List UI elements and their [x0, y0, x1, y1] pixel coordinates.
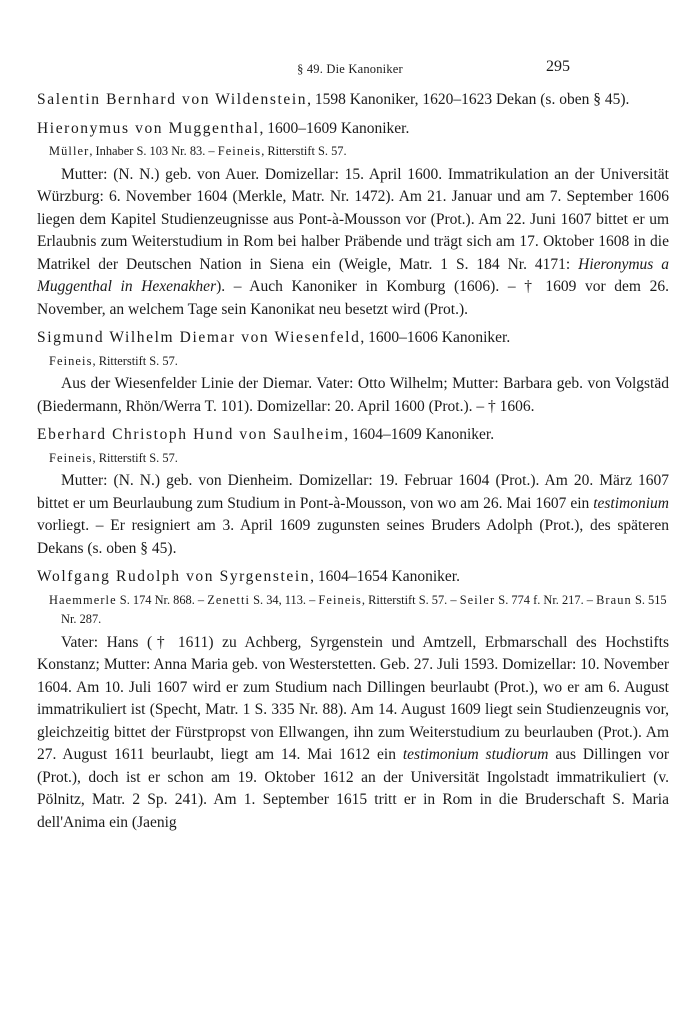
- reference-author: Feineis: [318, 592, 362, 607]
- paragraph-text: Vater: Hans († 1611) zu Achberg, Syrgenstein und Amtzell, Erbmarschall des Hochstifts Konstanz; Mutter: Anna Maria geb. von Westerstetten. Geb. 27. Juli 1593. Domizellar: 10. November 1604. Am 10. Juli 1607 wird er zum Studium nach Dillingen beurlaubt (Prot.), wo er am 6. August immatrikuliert ist (Specht, Matr. 1 S. 335 Nr. 88). Am 14. August 1609 liegt sein Studienzeugnis vor, gleichzeitig bittet der Fürstpropst von Ellwangen, ihn zum Weiterstudium zu beurlauben (Prot.). Am 27. August 1611 beurlaubt, liegt am 14. Mai 1612 ein: [37, 633, 669, 763]
- reference-detail: S. 34, 113. –: [250, 592, 319, 607]
- entry-paragraph: [37, 373, 669, 418]
- reference-author: Feineis: [49, 353, 93, 368]
- entry-name: Wolfgang Rudolph von Syrgenstein: [37, 568, 311, 585]
- entry-heading: [37, 118, 669, 141]
- document-body: [37, 89, 669, 840]
- reference-detail: , Ritterstift S. 57.: [92, 353, 178, 368]
- reference-author: Müller: [49, 144, 90, 158]
- entry-heading: [37, 566, 669, 589]
- entry-paragraph: [37, 164, 669, 322]
- entry: [37, 89, 669, 112]
- running-head-title: § 49. Die Kanoniker: [297, 62, 403, 76]
- reference-detail: S. 774 f. Nr. 217. –: [495, 592, 597, 607]
- reference-author: Feineis: [217, 144, 262, 158]
- entry: [37, 327, 669, 418]
- literature-references: [37, 142, 669, 162]
- entry: [37, 424, 669, 560]
- paragraph-text: Mutter: (N. N.) geb. von Dienheim. Domizellar: 19. Februar 1604 (Prot.). Am 20. März 1607 bittet er um Beurlaubung zum Studium in Pont-à-Mousson, von wo am 26. Mai 1607 ein: [37, 472, 669, 512]
- entry-dates: , 1600–1606 Kanoniker.: [360, 329, 511, 346]
- entry-heading: [37, 89, 669, 112]
- reference-author: Braun: [596, 592, 632, 607]
- entry-dates: , 1598 Kanoniker, 1620–1623 Dekan (s. oben § 45).: [307, 91, 630, 108]
- paragraph-text: ). – Auch Kanoniker in Komburg (1606). – † 1609 vor dem 26. November, an welchem Tage sein Kanonikat neu besetzt wird (Prot.).: [37, 278, 669, 318]
- entry-dates: , 1600–1609 Kanoniker.: [259, 119, 410, 137]
- entry-dates: , 1604–1654 Kanoniker.: [310, 568, 460, 585]
- entry-name: Eberhard Christoph Hund von Saulheim: [37, 426, 345, 443]
- literature-references: [37, 352, 669, 372]
- running-head: [0, 58, 700, 80]
- reference-author: Haemmerle: [49, 592, 117, 607]
- entry-heading: [37, 424, 669, 447]
- reference-author: Zenetti: [207, 592, 251, 607]
- entry-paragraph: [37, 470, 669, 560]
- italic-text: Hieronymus a Muggenthal in Hexenakher: [37, 255, 669, 295]
- paragraph-text: Aus der Wiesenfelder Linie der Diemar. Vater: Otto Wilhelm; Mutter: Barbara geb. von Volgstäd (Biedermann, Rhön/Werra T. 101). Domizellar: 20. April 1600 (Prot.). – † 1606.: [37, 375, 669, 415]
- italic-text: testimonium studiorum: [402, 746, 549, 763]
- entry-name: Sigmund Wilhelm Diemar von Wiesenfeld: [37, 329, 361, 346]
- entry-dates: , 1604–1609 Kanoniker.: [344, 426, 495, 443]
- reference-detail: , Ritterstift S. 57.: [261, 144, 347, 158]
- reference-detail: , Inhaber S. 103 Nr. 83. –: [89, 144, 218, 158]
- literature-references: [37, 449, 669, 469]
- paragraph-text: vorliegt. – Er resigniert am 3. April 1609 zugunsten seines Bruders Adolph (Prot.), des späteren Dekans (s. oben § 45).: [37, 517, 669, 557]
- paragraph-text: Mutter: (N. N.) geb. von Auer. Domizellar: 15. April 1600. Immatrikulation an der Universität Würzburg: 6. November 1604 (Merkle, Matr. Nr. 1472). Am 21. Januar und am 7. September 1606 liegen dem Kapitel Studienzeugnisse aus Pont-à-Mousson vor (Prot.). Am 22. Juni 1607 bittet er um Erlaubnis zum Weiterstudium in Rom bei halber Präbende und trägt sich am 17. Oktober 1608 in die Matrikel der Deutschen Nation in Siena ein (Weigle, Matr. 1 S. 184 Nr. 4171:: [37, 165, 669, 273]
- reference-detail: , Ritterstift S. 57. –: [361, 592, 460, 607]
- entry: [37, 566, 669, 834]
- reference-detail: S. 515 Nr. 287.: [61, 592, 667, 626]
- reference-author: Feineis: [49, 450, 93, 465]
- entry-heading: [37, 327, 669, 350]
- entry-name: Hieronymus von Muggenthal: [37, 119, 260, 137]
- reference-author: Seiler: [459, 592, 496, 607]
- entry: [37, 118, 669, 322]
- paragraph-text: aus Dillingen vor (Prot.), doch ist er schon am 19. Oktober 1612 an der Universität Ingolstadt immatrikuliert (v. Pölnitz, Matr. 2 Sp. 241). Am 1. September 1615 tritt er in Rom in die Bruderschaft S. Maria dell'Anima ein (Jaenig: [37, 746, 669, 831]
- literature-references: [37, 591, 669, 630]
- italic-text: testimonium: [593, 494, 669, 512]
- entry-paragraph: [37, 632, 669, 835]
- entry-name: Salentin Bernhard von Wildenstein: [37, 91, 308, 108]
- page-number: 295: [546, 58, 570, 75]
- reference-detail: , Ritterstift S. 57.: [92, 450, 178, 465]
- reference-detail: S. 174 Nr. 868. –: [116, 592, 208, 607]
